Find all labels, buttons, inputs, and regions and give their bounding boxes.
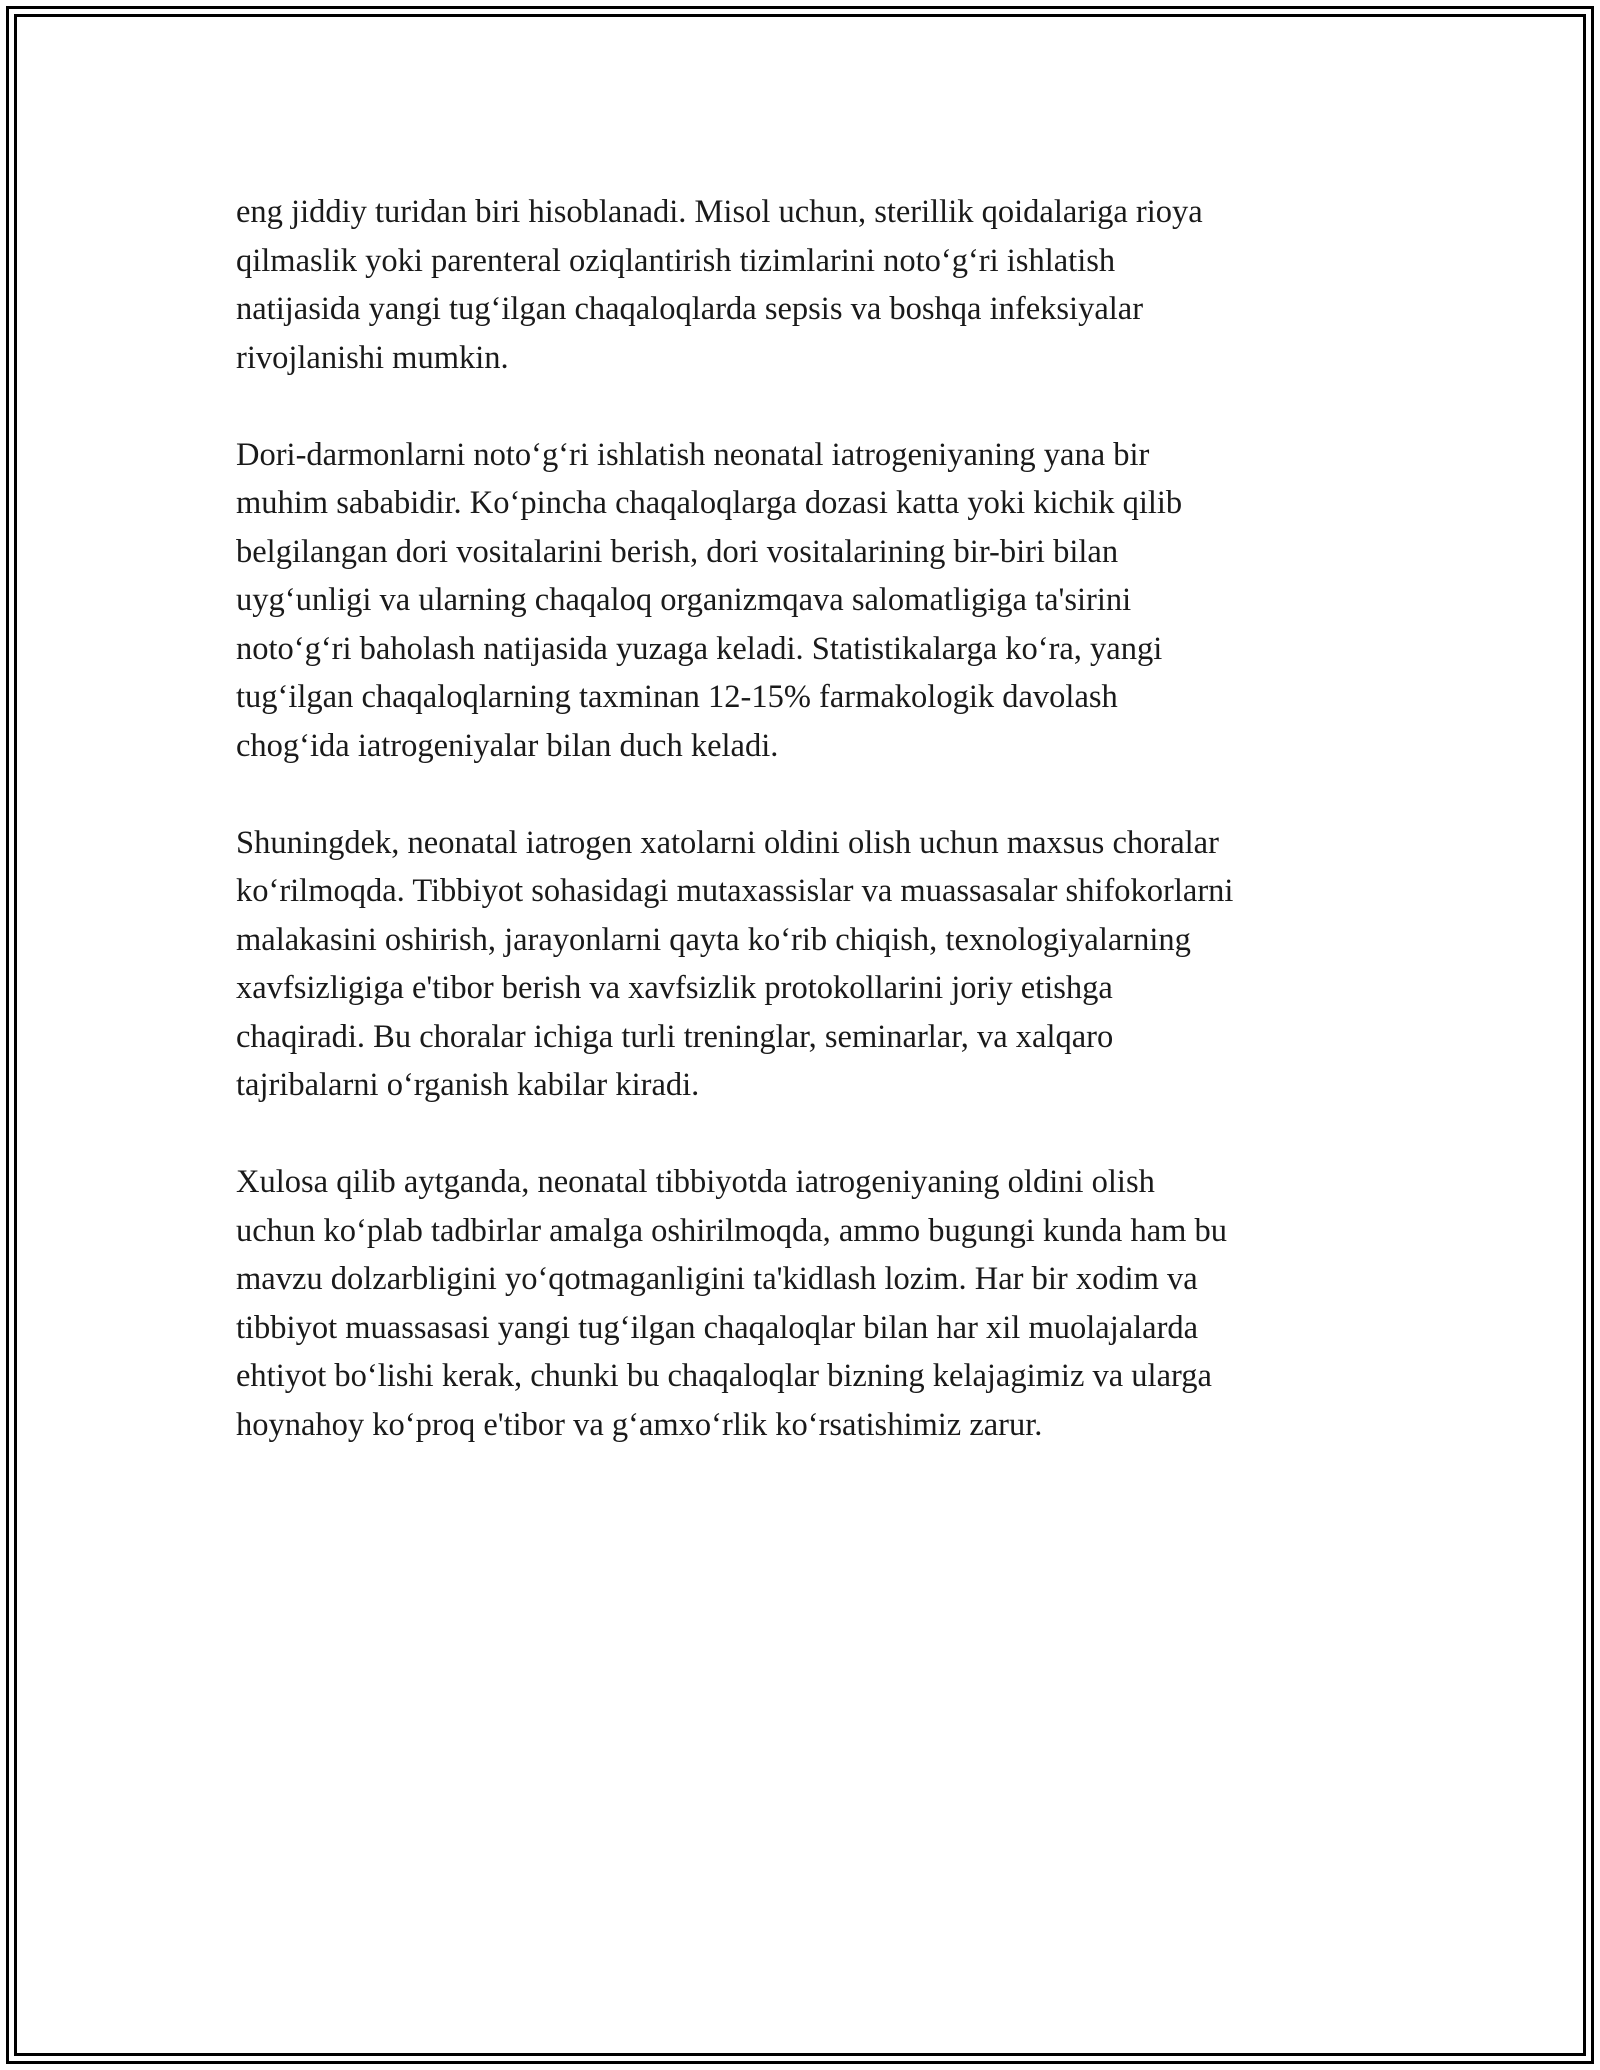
text-line: Dori-darmonlarni noto‘g‘ri ishlatish neonatal iatrogeniyaning yana bir [236, 436, 1150, 473]
text-line: eng jiddiy turidan biri hisoblanadi. Misol uchun, sterillik qoidalariga rioya [236, 194, 1203, 230]
text-line: qilmaslik yoki parenteral oziqlantirish tizimlarini noto‘g‘ri ishlatish [236, 242, 1116, 279]
text-line: uyg‘unligi va ularning chaqaloq organizmqava salomatligiga ta'sirini [236, 582, 1132, 618]
text-line: rivojlanishi mumkin. [236, 339, 509, 376]
text-line: Shuningdek, neonatal iatrogen xatolarni oldini olish uchun maxsus choralar [236, 824, 1219, 861]
text-line: chog‘ida iatrogeniyalar bilan duch keladi. [236, 727, 779, 764]
text-line: muhim sababidir. Ko‘pincha chaqaloqlarga dozasi katta yoki kichik qilib [236, 485, 1183, 521]
text-line: natijasida yangi tug‘ilgan chaqaloqlarda sepsis va boshqa infeksiyalar [236, 291, 1144, 327]
text-line: uchun ko‘plab tadbirlar amalga oshirilmoqda, ammo bugungi kunda ham bu [236, 1212, 1228, 1249]
text-line: chaqiradi. Bu choralar ichiga turli treninglar, seminarlar, va xalqaro [236, 1018, 1114, 1055]
paragraph [236, 819, 1376, 1110]
text-line: xavfsizligiga e'tibor berish va xavfsizlik protokollarini joriy etishga [236, 970, 1113, 1006]
text-line: belgilangan dori vositalarini berish, dori vositalarining bir-biri bilan [236, 533, 1119, 570]
text-line: noto‘g‘ri baholash natijasida yuzaga keladi. Statistikalarga ko‘ra, yangi [236, 630, 1163, 667]
paragraph [236, 1158, 1376, 1449]
text-line: malakasini oshirish, jarayonlarni qayta ko‘rib chiqish, texnologiyalarning [236, 921, 1191, 958]
text-line: ehtiyot bo‘lishi kerak, chunki bu chaqaloqlar bizning kelajagimiz va ularga [236, 1358, 1212, 1394]
text-line: mavzu dolzarbligini yo‘qotmaganligini ta'kidlash lozim. Har bir xodim va [236, 1261, 1198, 1297]
text-line: tibbiyot muassasasi yangi tug‘ilgan chaqaloqlar bilan har xil muolajalarda [236, 1309, 1199, 1346]
paragraph [236, 188, 1376, 382]
paragraph [236, 431, 1376, 771]
text-line: tug‘ilgan chaqaloqlarning taxminan 12-15% farmakologik davolash [236, 679, 1118, 715]
document-body [236, 188, 1376, 1498]
text-line: hoynahoy ko‘proq e'tibor va g‘amxo‘rlik ko‘rsatishimiz zarur. [236, 1406, 1043, 1443]
text-line: Xulosa qilib aytganda, neonatal tibbiyotda iatrogeniyaning oldini olish [236, 1164, 1155, 1200]
text-line: tajribalarni o‘rganish kabilar kiradi. [236, 1067, 700, 1103]
text-line: ko‘rilmoqda. Tibbiyot sohasidagi mutaxassislar va muassasalar shifokorlarni [236, 873, 1234, 909]
